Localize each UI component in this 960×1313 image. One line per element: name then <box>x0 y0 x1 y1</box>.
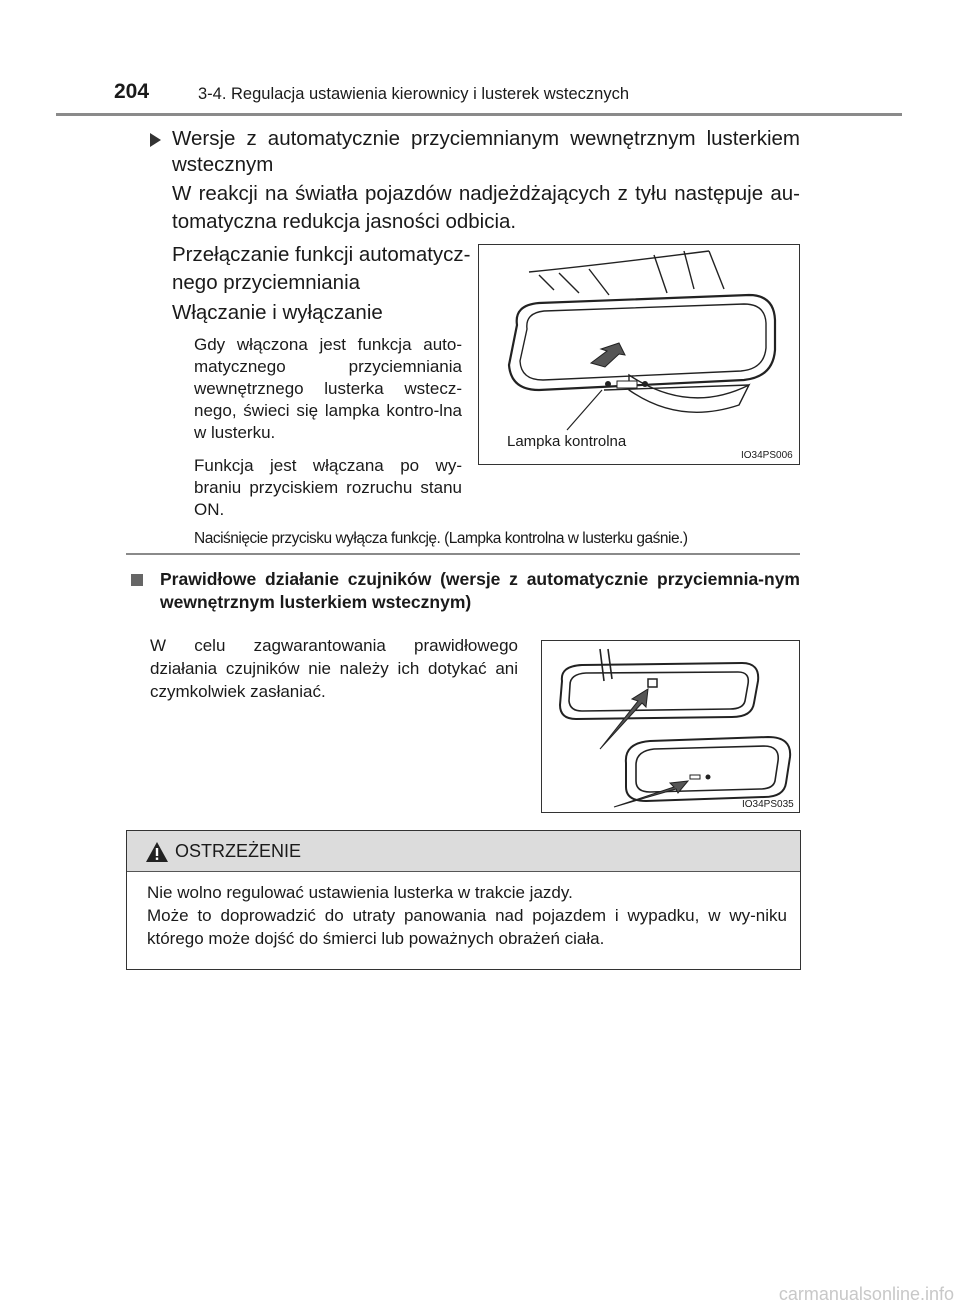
warning-header <box>127 831 800 872</box>
callout-label: Lampka kontrolna <box>507 433 627 450</box>
paragraph-indicator: Gdy włączona jest funkcja auto-matycznego przyciemniania wewnętrznego lusterka wstecz-nego, świeci się lampka kontro-lna w lusterku. <box>194 335 462 442</box>
figure-sensors <box>541 640 800 813</box>
square-bullet-icon <box>131 574 143 586</box>
note-text: Naciśnięcie przycisku wyłącza funkcję. (Lampka kontrolna w lusterku gaśnie.) <box>194 530 688 547</box>
figure1-id: IO34PS006 <box>741 450 793 461</box>
sensors-heading: Prawidłowe działanie czujników (wersje z automatycznie przyciemnia-nym wewnętrznym lusterkiem wstecznym) <box>160 569 800 612</box>
mirror-illustration <box>479 245 799 464</box>
subheading-line1: Przełączanie funkcji automatycz- <box>172 243 471 266</box>
warning-title: OSTRZEŻENIE <box>175 841 302 861</box>
header-divider <box>56 113 902 116</box>
chapter-title: 3-4. Regulacja ustawienia kierownicy i lusterek wstecznych <box>198 85 630 103</box>
warning-line1: Nie wolno regulować ustawienia lusterka w trakcie jazdy. <box>147 883 573 902</box>
sensor-illustration <box>542 641 799 812</box>
paragraph-ignition: Funkcja jest włączana po wy-braniu przyciskiem rozruchu stanu ON. <box>194 456 462 519</box>
intro-paragraph: W reakcji na światła pojazdów nadjeżdżających z tyłu następuje au-tomatyczna redukcja jasności odbicia. <box>172 182 800 233</box>
warning-triangle-icon <box>145 841 169 863</box>
warning-box <box>126 830 801 970</box>
figure2-id: IO34PS035 <box>742 799 794 810</box>
onoff-heading: Włączanie i wyłączanie <box>172 301 383 324</box>
watermark: carmanualsonline.info <box>778 1284 954 1304</box>
page-number: 204 <box>114 80 150 103</box>
triangle-bullet-icon <box>150 133 161 147</box>
warning-text <box>147 881 787 950</box>
warning-line2: Może to doprowadzić do utraty panowania nad pojazdem i wypadku, w wy-niku którego może dojść do śmierci lub poważnych obrażeń ciała. <box>147 906 787 948</box>
section-title: Wersje z automatycznie przyciemnianym wewnętrznym lusterkiem wstecznym <box>172 127 800 176</box>
section-divider <box>126 553 800 555</box>
sensors-text: W celu zagwarantowania prawidłowego działania czujników nie należy ich dotykać ani czymkolwiek zasłaniać. <box>150 636 518 701</box>
subheading-line2: nego przyciemniania <box>172 271 361 294</box>
figure-mirror-indicator <box>478 244 800 465</box>
